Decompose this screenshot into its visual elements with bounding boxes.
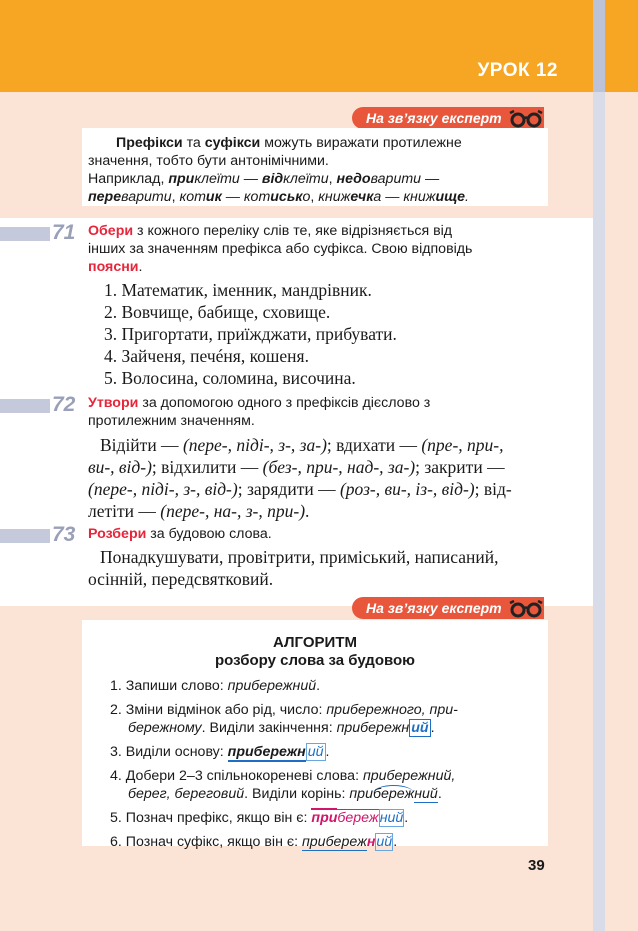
right-margin-strip	[593, 92, 605, 931]
algorithm-title: АЛГОРИТМ	[273, 634, 357, 651]
algorithm-step: 5. Познач префікс, якщо він є: прибережний.	[110, 810, 409, 826]
list-item: 1. Математик, іменник, мандрівник.	[104, 280, 372, 300]
header-stripe	[593, 0, 605, 92]
expert-box-1-text: Префікси та суфікси можуть виражати протилежне значення, тобто бути антонімічними. Наприклад, приклеїти — відклеїти, недоварити — переварити, котик — котисько, книжечка — книжище.	[88, 135, 469, 205]
task-73-instruction: Розбери за будовою слова.	[88, 526, 272, 542]
task-71-instruction: Обери з кожного переліку слів те, яке відрізняється від інших за значенням префікса або суфікса. Свою відповідь поясни.	[88, 223, 473, 275]
expert-tag-1	[352, 107, 544, 129]
algorithm-step: 2. Зміни відмінок або рід, число: прибережного, при- бережному. Виділи закінчення: прибережн ий .	[110, 702, 458, 736]
expert-tag-2	[352, 597, 544, 619]
algorithm-step: 1. Запиши слово: прибережний.	[110, 678, 321, 694]
list-item: 4. Зайченя, печéня, кошеня.	[104, 346, 309, 366]
lesson-title: УРОК 12	[477, 60, 558, 81]
algorithm-step: 6. Познач суфікс, якщо він є: прибережний.	[110, 834, 398, 850]
list-item: 2. Вовчище, бабище, сховище.	[104, 302, 331, 322]
task-72-bar	[0, 399, 50, 413]
task-73-number: 73	[52, 523, 76, 546]
task-72-instruction: Утвори за допомогою одного з префіксів дієслово з протилежним значенням.	[88, 395, 431, 429]
algorithm-subtitle: розбору слова за будовою	[215, 652, 415, 669]
task-71-bar	[0, 227, 50, 241]
algorithm-heading	[82, 634, 548, 670]
expert-tag-label: На зв’язку експерт	[352, 107, 508, 129]
glasses-icon	[508, 107, 544, 129]
algorithm-step: 4. Добери 2–3 спільнокореневі слова: прибережний, берег, береговий. Виділи корінь: прибережний.	[110, 768, 456, 802]
expert-tag-label: На зв’язку експерт	[352, 597, 508, 619]
algorithm-step: 3. Виділи основу: прибережн ий .	[110, 744, 330, 760]
task-73-words: Понадкушувати, провітрити, приміський, написаний, осінній, передсвятковий.	[88, 547, 499, 589]
task-72-number: 72	[52, 393, 76, 416]
task-71-list	[104, 279, 397, 389]
task-73-bar	[0, 529, 50, 543]
list-item: 3. Пригортати, приїжджати, прибувати.	[104, 324, 397, 344]
task-71-number: 71	[52, 221, 76, 244]
glasses-icon	[508, 597, 544, 619]
page-number: 39	[528, 857, 545, 874]
task-72-exercise: Відійти — (пере-, піді-, з-, за-); вдихати — (пре-, при-, ви-, від-); відхилити — (без-, при-, над-, за-); закрити — (пере-, піді-, з-, від-); зарядити — (роз-, ви-, із-, від-); від- летіти — (пере-, на-, з-, при-).	[88, 435, 512, 521]
algorithm-steps	[110, 677, 540, 851]
list-item: 5. Волосина, соломина, височина.	[104, 368, 356, 388]
